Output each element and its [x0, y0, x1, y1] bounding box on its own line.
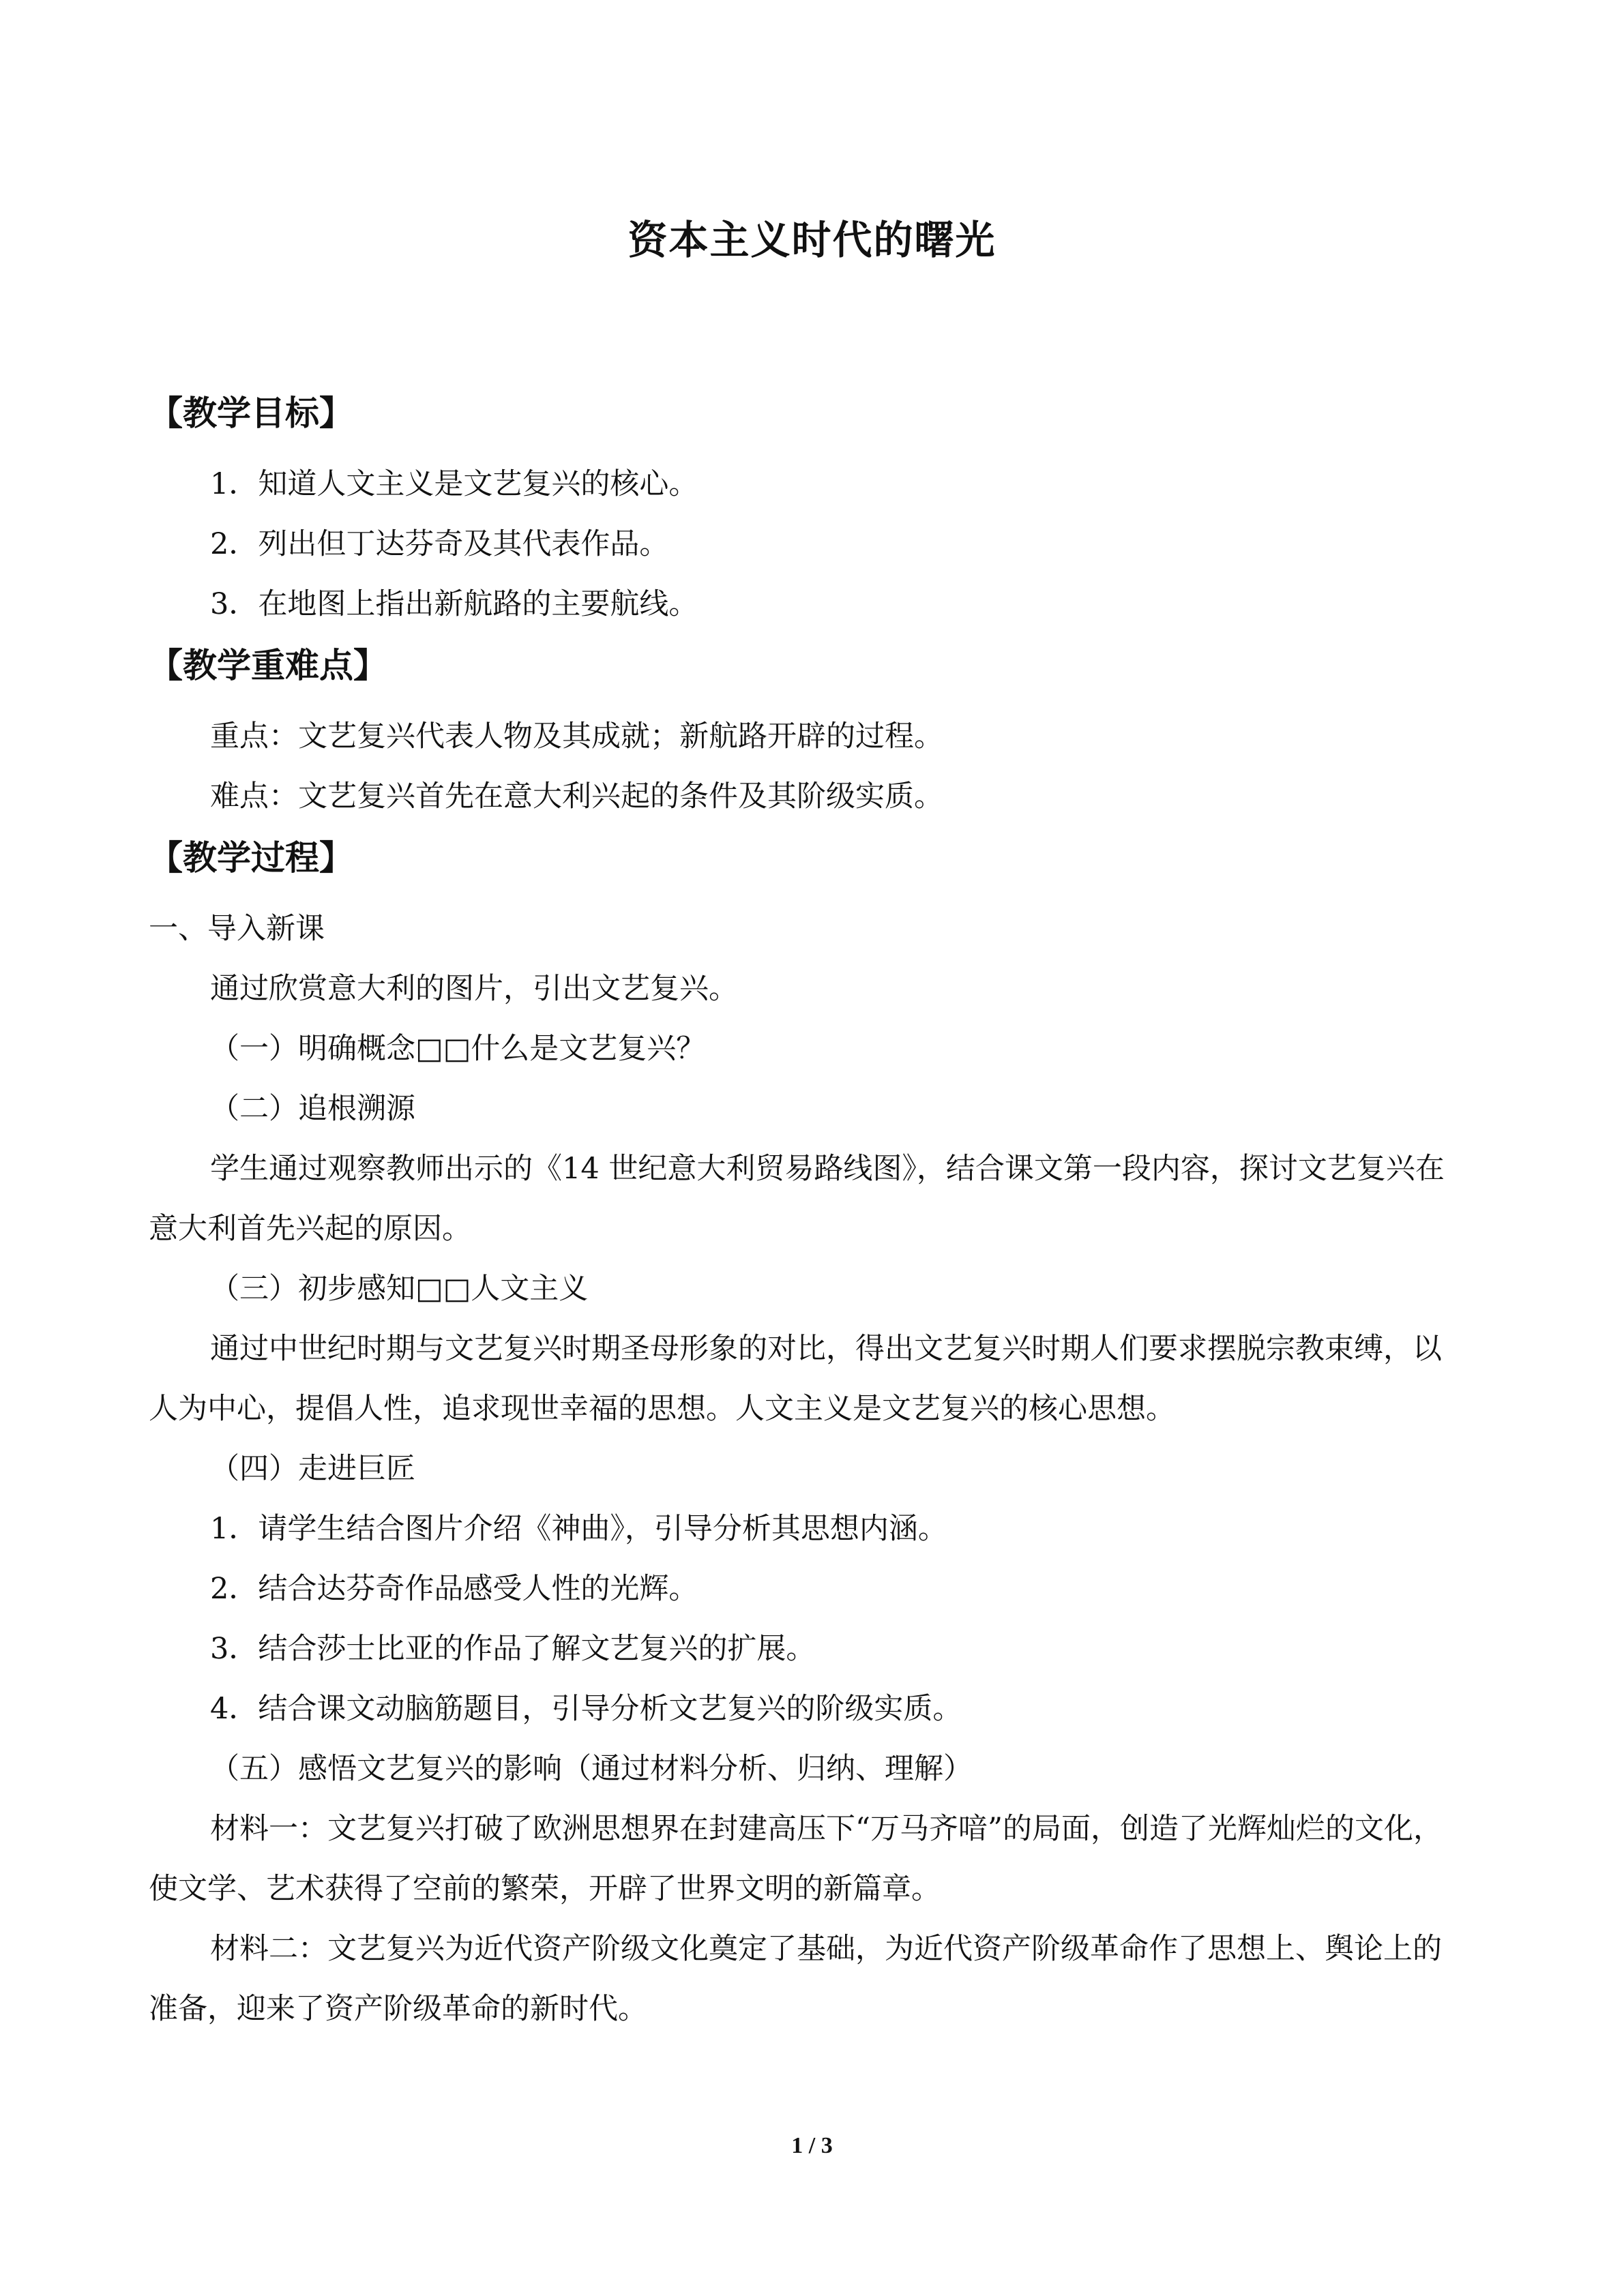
subsection-4-item: 4．结合课文动脑筋题目，引导分析文艺复兴的阶级实质。: [210, 1692, 962, 1726]
page-number: 1 / 3: [791, 2133, 833, 2158]
subsection-2-title: （二）追根溯源: [210, 1092, 415, 1126]
part-title: 一、导入新课: [149, 912, 325, 946]
subsection-5-title: （五）感悟文艺复兴的影响（通过材料分析、归纳、理解）: [210, 1752, 973, 1786]
section-heading-key-points: 【教学重难点】: [149, 646, 387, 685]
key-point-item: 重点：文艺复兴代表人物及其成就；新航路开辟的过程。: [210, 719, 943, 754]
goal-item: 2．列出但丁达芬奇及其代表作品。: [210, 527, 669, 561]
section-heading-goals: 【教学目标】: [149, 393, 353, 433]
goal-item: 3．在地图上指出新航路的主要航线。: [210, 587, 698, 621]
subsection-4-item: 1．请学生结合图片介绍《神曲》，引导分析其思想内涵。: [210, 1512, 947, 1546]
goal-item: 1．知道人文主义是文艺复兴的核心。: [210, 467, 698, 501]
subsection-3-paragraph: 通过中世纪时期与文艺复兴时期圣母形象的对比，得出文艺复兴时期人们要求摆脱宗教束缚，以人为中心，提倡人性，追求现世幸福的思想。人文主义是文艺复兴的核心思想。: [149, 1332, 1442, 1426]
page-title: 资本主义时代的曙光: [628, 217, 996, 263]
subsection-3-title: （三）初步感知□□人文主义: [210, 1272, 589, 1306]
subsection-4-title: （四）走进巨匠: [210, 1452, 415, 1486]
subsection-4-item: 3．结合莎士比亚的作品了解文艺复兴的扩展。: [210, 1632, 816, 1666]
material-1-paragraph: 材料一：文艺复兴打破了欧洲思想界在封建高压下“万马齐喑”的局面，创造了光辉灿烂的文化，使文学、艺术获得了空前的繁荣，开辟了世界文明的新篇章。: [149, 1812, 1443, 1906]
material-2-paragraph: 材料二：文艺复兴为近代资产阶级文化奠定了基础，为近代资产阶级革命作了思想上、舆论上的准备，迎来了资产阶级革命的新时代。: [149, 1932, 1442, 2026]
subsection-4-item: 2．结合达芬奇作品感受人性的光辉。: [210, 1572, 698, 1606]
document-body: [149, 382, 1465, 2039]
key-point-item: 难点：文艺复兴首先在意大利兴起的条件及其阶级实质。: [210, 779, 943, 814]
subsection-1-title: （一）明确概念□□什么是文艺复兴？: [210, 1032, 706, 1066]
subsection-2-paragraph: 学生通过观察教师出示的《14 世纪意大利贸易路线图》，结合课文第一段内容，探讨文艺复兴在意大利首先兴起的原因。: [149, 1152, 1445, 1246]
intro-paragraph: 通过欣赏意大利的图片，引出文艺复兴。: [210, 972, 738, 1006]
section-heading-process: 【教学过程】: [149, 838, 353, 878]
